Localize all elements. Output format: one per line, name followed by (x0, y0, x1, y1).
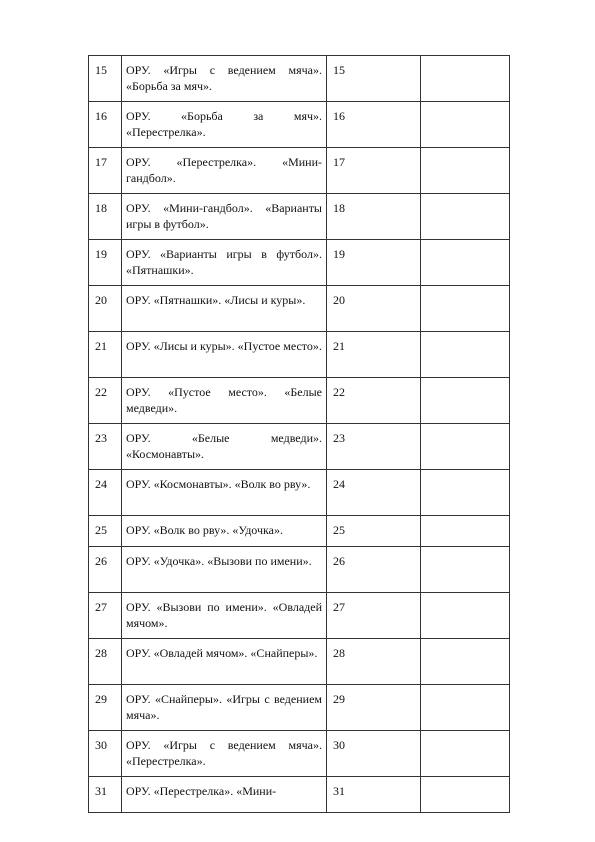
lesson-hours-cell: 18 (327, 194, 421, 240)
lesson-hours-cell: 22 (327, 378, 421, 424)
date-cell (421, 102, 510, 148)
lesson-topic-cell: ОРУ. «Перестрелка». «Мини- (122, 777, 327, 813)
lesson-topic-cell: ОРУ. «Овладей мячом». «Снайперы». (122, 639, 327, 685)
row-number-cell: 17 (89, 148, 122, 194)
table-row (89, 639, 510, 685)
date-cell (421, 639, 510, 685)
date-cell (421, 547, 510, 593)
date-cell (421, 470, 510, 516)
table-row (89, 286, 510, 332)
lesson-topic-cell: ОРУ. «Варианты игры в футбол». «Пятнашки». (122, 240, 327, 286)
lesson-hours-cell: 17 (327, 148, 421, 194)
lesson-hours-cell: 24 (327, 470, 421, 516)
table-row (89, 240, 510, 286)
row-number-cell: 22 (89, 378, 122, 424)
date-cell (421, 777, 510, 813)
table-row (89, 470, 510, 516)
lesson-topic-cell: ОРУ. «Волк во рву». «Удочка». (122, 516, 327, 547)
table-row (89, 332, 510, 378)
table-body (89, 56, 510, 813)
date-cell (421, 194, 510, 240)
lesson-topic-cell: ОРУ. «Пустое место». «Белые медведи». (122, 378, 327, 424)
lesson-hours-cell: 15 (327, 56, 421, 102)
row-number-cell: 27 (89, 593, 122, 639)
date-cell (421, 685, 510, 731)
table-row (89, 593, 510, 639)
row-number-cell: 31 (89, 777, 122, 813)
lesson-topic-cell: ОРУ. «Космонавты». «Волк во рву». (122, 470, 327, 516)
lesson-hours-cell: 31 (327, 777, 421, 813)
table-row (89, 102, 510, 148)
table-row (89, 685, 510, 731)
lesson-topic-cell: ОРУ. «Перестрелка». «Мини-гандбол». (122, 148, 327, 194)
lesson-table (88, 55, 510, 813)
lesson-hours-cell: 23 (327, 424, 421, 470)
lesson-hours-cell: 26 (327, 547, 421, 593)
lesson-topic-cell: ОРУ. «Вызови по имени». «Овладей мячом». (122, 593, 327, 639)
table-row (89, 547, 510, 593)
row-number-cell: 18 (89, 194, 122, 240)
row-number-cell: 21 (89, 332, 122, 378)
date-cell (421, 240, 510, 286)
table-row (89, 731, 510, 777)
row-number-cell: 19 (89, 240, 122, 286)
lesson-topic-cell: ОРУ. «Игры с ведением мяча». «Перестрелка». (122, 731, 327, 777)
table-row (89, 378, 510, 424)
lesson-topic-cell: ОРУ. «Белые медведи». «Космонавты». (122, 424, 327, 470)
table-row (89, 777, 510, 813)
row-number-cell: 23 (89, 424, 122, 470)
row-number-cell: 15 (89, 56, 122, 102)
table-row (89, 194, 510, 240)
date-cell (421, 286, 510, 332)
row-number-cell: 29 (89, 685, 122, 731)
date-cell (421, 332, 510, 378)
lesson-topic-cell: ОРУ. «Удочка». «Вызови по имени». (122, 547, 327, 593)
table-row (89, 516, 510, 547)
lesson-hours-cell: 30 (327, 731, 421, 777)
date-cell (421, 148, 510, 194)
date-cell (421, 516, 510, 547)
lesson-topic-cell: ОРУ. «Мини-гандбол». «Варианты игры в футбол». (122, 194, 327, 240)
lesson-topic-cell: ОРУ. «Лисы и куры». «Пустое место». (122, 332, 327, 378)
row-number-cell: 16 (89, 102, 122, 148)
date-cell (421, 424, 510, 470)
lesson-hours-cell: 29 (327, 685, 421, 731)
lesson-hours-cell: 27 (327, 593, 421, 639)
lesson-hours-cell: 16 (327, 102, 421, 148)
date-cell (421, 731, 510, 777)
lesson-hours-cell: 25 (327, 516, 421, 547)
date-cell (421, 56, 510, 102)
lesson-hours-cell: 19 (327, 240, 421, 286)
lesson-hours-cell: 28 (327, 639, 421, 685)
lesson-topic-cell: ОРУ. «Пятнашки». «Лисы и куры». (122, 286, 327, 332)
lesson-hours-cell: 20 (327, 286, 421, 332)
row-number-cell: 28 (89, 639, 122, 685)
row-number-cell: 26 (89, 547, 122, 593)
row-number-cell: 30 (89, 731, 122, 777)
table-row (89, 148, 510, 194)
date-cell (421, 378, 510, 424)
lesson-topic-cell: ОРУ. «Борьба за мяч». «Перестрелка». (122, 102, 327, 148)
lesson-topic-cell: ОРУ. «Снайперы». «Игры с ведением мяча». (122, 685, 327, 731)
row-number-cell: 25 (89, 516, 122, 547)
row-number-cell: 20 (89, 286, 122, 332)
row-number-cell: 24 (89, 470, 122, 516)
table-row (89, 424, 510, 470)
date-cell (421, 593, 510, 639)
lesson-hours-cell: 21 (327, 332, 421, 378)
lesson-topic-cell: ОРУ. «Игры с ведением мяча». «Борьба за мяч». (122, 56, 327, 102)
table-row (89, 56, 510, 102)
